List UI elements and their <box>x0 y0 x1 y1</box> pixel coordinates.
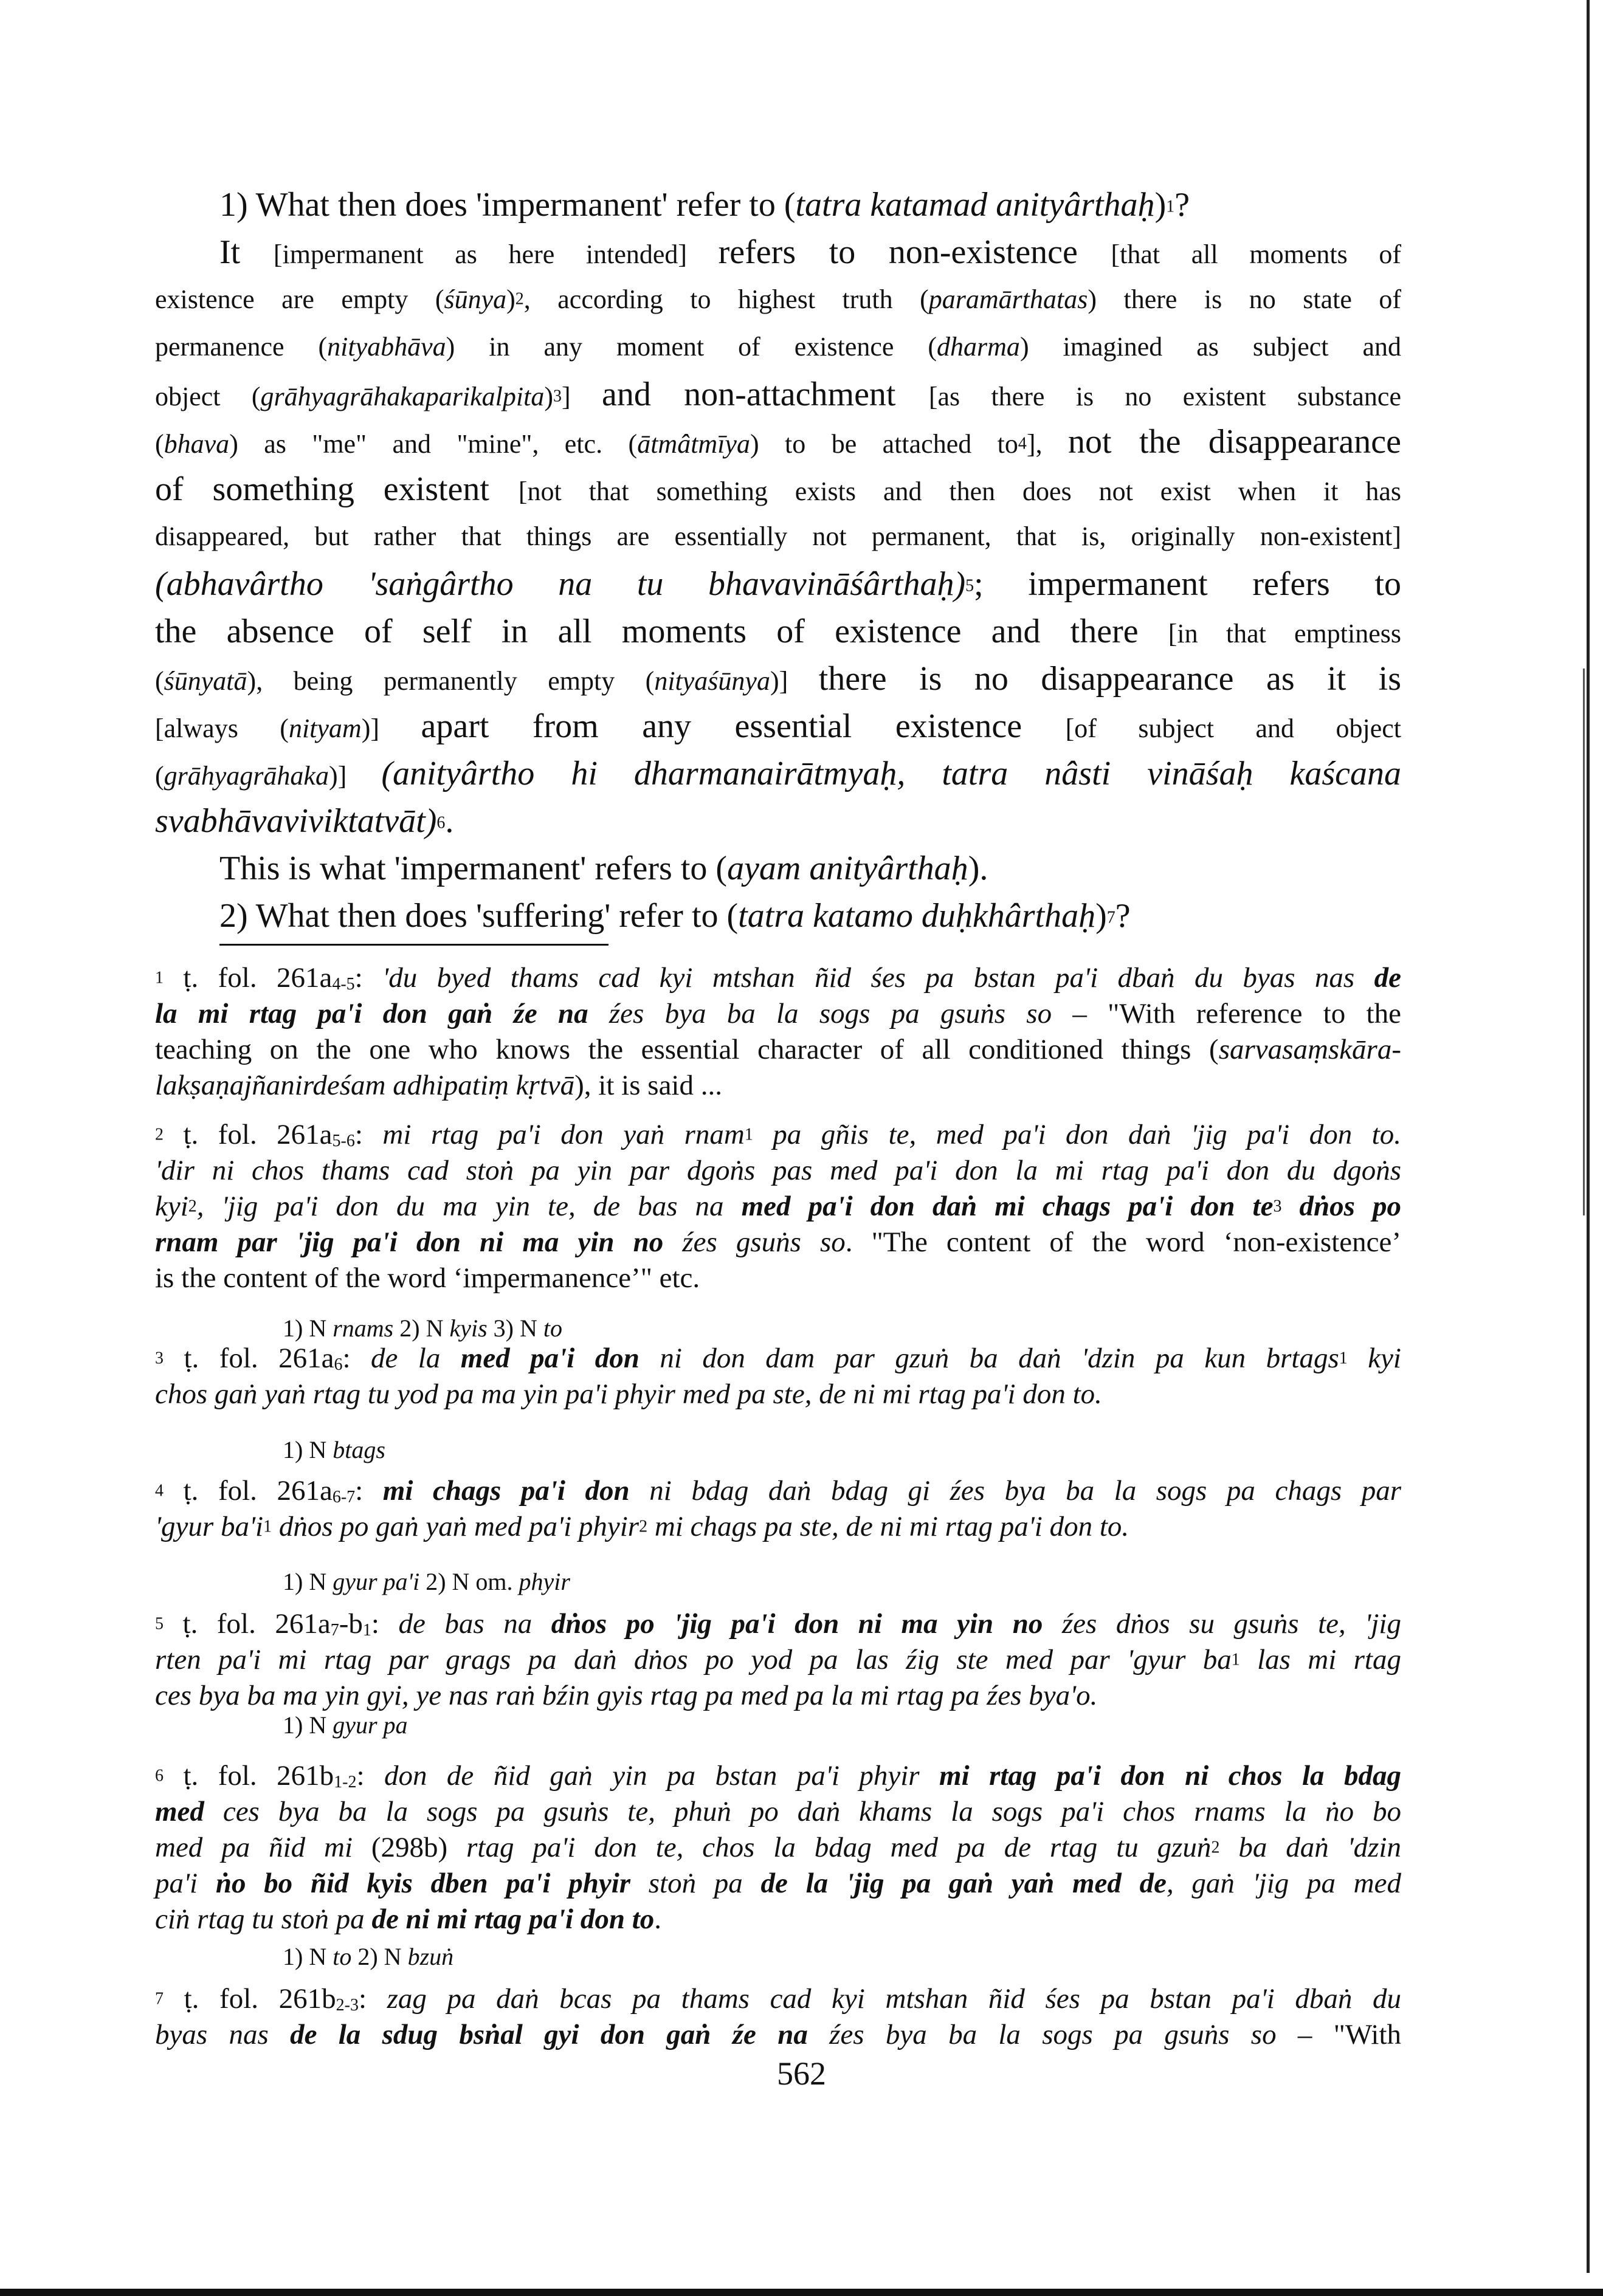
text-line <box>155 1830 1401 1866</box>
subscript: 2-3 <box>336 1996 359 2015</box>
superscript: 5 <box>965 576 974 596</box>
text-run: ṭ. fol. 261a <box>164 962 333 994</box>
text-run: ṭ. fol. 261a <box>164 1608 331 1640</box>
text-run: grāhyagrāhakaparikalpita <box>260 382 545 411</box>
text-line <box>155 1758 1401 1794</box>
variant-readings <box>283 1313 1377 1344</box>
superscript: 6 <box>436 813 446 833</box>
text-line <box>155 1902 1401 1937</box>
text-run: bhava <box>164 429 230 459</box>
text-run: paramārthatas <box>928 284 1088 314</box>
text-run: : <box>354 962 383 994</box>
text-run: 2) N om. <box>419 1568 519 1595</box>
text-run: źes gsuṅs so <box>663 1226 846 1258</box>
superscript: 3 <box>155 1349 164 1368</box>
superscript: 1 <box>744 1125 753 1144</box>
text-run: ṅo bo ñid kyis dben pa'i phyir <box>215 1868 631 1899</box>
text-run: rnams <box>333 1315 394 1342</box>
text-line <box>155 608 1401 655</box>
footnote-5 <box>155 1606 1401 1714</box>
text-run: is the content of the word ‘impermanence’" etc. <box>155 1262 700 1294</box>
text-run: 1) N <box>283 1436 333 1463</box>
text-run: 3) N <box>487 1315 543 1342</box>
text-run: 'du byed thams cad kyi mtshan ñid śes pa bstan pa'i dbaṅ du byas nas <box>382 962 1374 994</box>
text-run: phyir <box>519 1568 570 1595</box>
text-run: don de ñid gaṅ yin pa bstan pa'i phyir <box>384 1760 940 1792</box>
text-run: dṅos po gaṅ yaṅ med pa'i phyir <box>272 1511 639 1542</box>
text-run: tatra katamad anityârthaḥ <box>795 186 1155 224</box>
text-line <box>155 513 1401 560</box>
text-run: ) there is no state of <box>1088 284 1401 314</box>
text-run: : <box>355 1475 383 1507</box>
footnote-7 <box>155 1981 1401 2053</box>
text-run: [impermanent as here intended] <box>273 239 719 269</box>
text-run: rten pa'i mi rtag par grags pa daṅ dṅos po yod pa las źig ste med par 'gyur ba <box>155 1644 1232 1676</box>
text-run: : <box>371 1608 399 1640</box>
scan-bottom-edge <box>0 2289 1603 2296</box>
text-line <box>155 1032 1401 1068</box>
text-line <box>155 1678 1401 1714</box>
text-run: 'dir ni chos thams cad stoṅ pa yin par dgoṅs pas med pa'i don la mi rtag pa'i don du dgoṅs <box>155 1155 1401 1186</box>
text-run: ) <box>1154 186 1167 224</box>
text-run: med <box>155 1796 204 1827</box>
text-run: ). <box>968 850 988 887</box>
text-run: [that all moments of <box>1111 239 1401 269</box>
superscript: 2 <box>155 1125 164 1144</box>
text-run: śūnya <box>444 284 507 314</box>
text-run: ), it is said ... <box>574 1070 722 1101</box>
text-run: object ( <box>155 382 261 411</box>
text-line <box>155 1794 1401 1830</box>
text-run: de bas na <box>398 1608 551 1640</box>
text-line <box>155 229 1401 276</box>
text-run: )] <box>770 666 819 696</box>
text-line <box>155 1509 1401 1545</box>
text-line <box>155 960 1401 996</box>
text-run: chos gaṅ yaṅ rtag tu yod pa ma yin pa'i phyir med pa ste, de ni mi rtag pa'i don to. <box>155 1378 1102 1410</box>
superscript: 4 <box>155 1481 164 1500</box>
footnote-6 <box>155 1758 1401 1937</box>
text-run: ) imagined as subject and <box>1019 332 1401 362</box>
text-run: pa'i <box>155 1868 216 1899</box>
subscript: 1 <box>362 1621 371 1640</box>
superscript: 2 <box>515 289 524 309</box>
text-line <box>155 276 1401 323</box>
footnote-1 <box>155 960 1401 1104</box>
text-run: ba daṅ 'dzin <box>1219 1832 1401 1863</box>
text-run: stoṅ pa <box>630 1868 761 1899</box>
text-run: ] <box>562 382 602 411</box>
text-line <box>155 1341 1401 1377</box>
text-run: ) in any moment of existence ( <box>446 332 937 362</box>
text-line <box>155 323 1401 371</box>
text-run: ( <box>155 429 164 459</box>
text-run: existence are empty ( <box>155 284 444 314</box>
text-run: lakṣaṇajñanirdeśam adhipatiṃ kṛtvā <box>155 1070 575 1101</box>
superscript: 1 <box>1231 1650 1240 1669</box>
superscript: 2 <box>639 1517 648 1536</box>
text-run: ṭ. fol. 261a <box>164 1475 333 1507</box>
text-run: ṭ. fol. 261a <box>164 1119 333 1150</box>
text-run: tatra katamo duḥkhârthaḥ <box>738 897 1096 935</box>
text-run: bzuṅ <box>407 1943 454 1970</box>
text-run: . "The content of the word ‘non-existence’ <box>845 1226 1401 1258</box>
text-line <box>155 1117 1401 1153</box>
text-run: grāhyagrāhaka <box>164 761 329 791</box>
superscript: 3 <box>553 387 562 406</box>
text-run: ) as "me" and "mine", etc. ( <box>229 429 638 459</box>
text-line <box>155 1981 1401 2017</box>
text-run: ni bdag daṅ bdag gi źes bya ba la sogs pa chags par <box>629 1475 1401 1507</box>
variant-readings <box>283 1942 1377 1972</box>
text-run: ) <box>1095 897 1107 935</box>
superscript: 2 <box>1211 1838 1220 1857</box>
text-line <box>155 750 1401 797</box>
text-run: las mi rtag <box>1239 1644 1401 1676</box>
superscript: 7 <box>1106 908 1115 927</box>
text-run: refers to non-existence <box>718 233 1111 271</box>
text-run: disappeared, but rather that things are essentially not permanent, that is, originally non-existent] <box>155 521 1401 551</box>
page-number: 562 <box>777 2055 826 2092</box>
text-line <box>155 371 1401 418</box>
text-run: )] <box>328 761 382 791</box>
text-run: źes dṅos su gsuṅs te, 'jig <box>1043 1608 1401 1640</box>
text-run: de la sdug bsṅal gyi don gaṅ źe na <box>290 2019 808 2050</box>
text-run: [in that emptiness <box>1168 619 1401 648</box>
text-run: 1) N <box>283 1943 333 1970</box>
subscript: 5-6 <box>332 1132 355 1151</box>
text-run: 2) N <box>393 1315 450 1342</box>
text-run: – "With reference to the <box>1052 998 1401 1029</box>
text-line <box>155 703 1401 750</box>
text-run: kyis <box>449 1315 488 1342</box>
text-run: 2) What then does 'suffering' refer to ( <box>219 897 739 935</box>
text-run: , 'jig pa'i don du ma yin te, de bas na <box>196 1191 742 1222</box>
text-run: . <box>445 802 454 840</box>
text-run: teaching on the one who knows the essential character of all conditioned things ( <box>155 1034 1219 1065</box>
subscript: 1-2 <box>334 1773 357 1792</box>
text-run: kyi <box>1347 1342 1401 1374</box>
text-run: mi chags pa'i don <box>382 1475 630 1507</box>
text-run: . <box>654 1903 662 1935</box>
superscript: 1 <box>155 968 164 988</box>
text-run: (abhavârtho 'saṅgârtho na tu bhavavināśârthaḥ) <box>155 565 966 603</box>
text-run: (298b) <box>371 1832 448 1863</box>
text-run: med pa'i don <box>460 1342 639 1374</box>
text-run: btags <box>333 1436 385 1463</box>
text-run: of something existent <box>155 470 519 508</box>
text-line <box>155 1866 1401 1902</box>
text-run: : <box>342 1342 371 1374</box>
text-line <box>155 892 1401 940</box>
variant-readings <box>283 1710 1377 1741</box>
text-run: sarvasaṃskāra- <box>1218 1034 1401 1065</box>
text-run: ( <box>155 761 164 791</box>
text-run: ṭ. fol. 261a <box>164 1342 334 1374</box>
text-line <box>155 845 1401 892</box>
text-line <box>155 466 1401 513</box>
text-run: This is what 'impermanent' refers to ( <box>219 850 728 887</box>
text-line <box>155 1189 1401 1225</box>
text-run: med pa'i don daṅ mi chags pa'i don te <box>741 1191 1274 1222</box>
text-run: ces bya ba ma yin gyi, ye nas raṅ bźin gyis rtag pa med pa la mi rtag pa źes bya'o. <box>155 1680 1098 1711</box>
text-run: byas nas <box>155 2019 291 2050</box>
text-run: la mi rtag pa'i don gaṅ źe na <box>155 998 588 1029</box>
text-run: , according to highest truth ( <box>523 284 929 314</box>
text-run: : <box>354 1119 383 1150</box>
text-line <box>155 996 1401 1032</box>
superscript: 1 <box>1166 197 1175 216</box>
superscript: 7 <box>155 1989 164 2009</box>
text-line <box>155 655 1401 703</box>
scan-edge-line <box>1587 0 1590 2273</box>
subscript: 6-7 <box>332 1488 356 1507</box>
superscript: 6 <box>155 1766 164 1786</box>
text-run: 'gyur ba'i <box>155 1511 264 1542</box>
text-run: dṅos po 'jig pa'i don ni ma yin no <box>551 1608 1043 1640</box>
text-line <box>155 1606 1401 1642</box>
text-run: to <box>543 1315 562 1342</box>
text-run: źes bya ba la sogs pa gsuṅs so <box>807 2019 1277 2050</box>
text-line <box>155 1068 1401 1104</box>
text-run: mi rtag pa'i don ni chos la bdag <box>939 1760 1401 1792</box>
text-run: to <box>333 1943 352 1970</box>
text-run: gyur pa'i <box>333 1568 420 1595</box>
text-run: med pa ñid mi <box>155 1832 371 1863</box>
text-line <box>155 1225 1401 1260</box>
text-run: ? <box>1174 186 1190 224</box>
text-run: ) to be attached to <box>750 429 1018 459</box>
text-run: nityabhāva <box>327 332 446 362</box>
superscript: 1 <box>1339 1349 1348 1368</box>
text-run: ), being permanently empty ( <box>247 666 655 696</box>
text-run: dṅos po <box>1281 1191 1401 1222</box>
subscript: 4-5 <box>332 975 355 994</box>
text-run: )] <box>361 713 421 743</box>
text-line <box>155 797 1401 845</box>
variant-readings <box>283 1567 1377 1597</box>
superscript: 5 <box>155 1614 164 1634</box>
text-run: ayam anityârthaḥ <box>727 850 968 887</box>
text-run: mi rtag pa'i don yaṅ rnam <box>382 1119 745 1150</box>
text-run: svabhāvaviviktatvāt) <box>155 802 437 840</box>
text-run: : <box>358 1983 387 2015</box>
text-run: – "With <box>1276 2019 1402 2050</box>
superscript: 3 <box>1273 1197 1282 1216</box>
text-line <box>155 560 1401 608</box>
text-run: ni don dam par gzuṅ ba daṅ 'dzin pa kun brtags <box>639 1342 1339 1374</box>
text-run: de <box>1374 962 1401 994</box>
text-run: rnam par 'jig pa'i don ni ma yin no <box>155 1226 664 1258</box>
text-line <box>155 181 1401 229</box>
text-run: ], <box>1026 429 1069 459</box>
text-run: nityaśūnya <box>654 666 770 696</box>
text-run: and non-attachment <box>602 376 929 413</box>
text-line <box>155 1473 1401 1509</box>
text-run: ( <box>155 666 164 696</box>
superscript: 4 <box>1018 434 1027 453</box>
text-run: ? <box>1115 897 1131 935</box>
text-run: kyi <box>155 1191 188 1222</box>
text-run: 1) What then does 'impermanent' refer to ( <box>219 186 796 224</box>
text-run: zag pa daṅ bcas pa thams cad kyi mtshan ñid śes pa bstan pa'i dbaṅ du <box>387 1983 1402 2015</box>
text-run: 1) N <box>283 1315 333 1342</box>
text-line <box>155 1260 1401 1296</box>
text-run: there is no disappearance as it is <box>818 660 1401 698</box>
text-run: not the disappearance <box>1068 423 1402 461</box>
text-run: mi chags pa ste, de ni mi rtag pa'i don to. <box>647 1511 1129 1542</box>
scan-edge-shadow <box>1583 669 1585 1215</box>
text-run: de la <box>370 1342 461 1374</box>
text-line <box>155 2017 1401 2053</box>
subscript: 7 <box>330 1621 339 1640</box>
superscript: 2 <box>188 1197 197 1216</box>
text-run: It <box>219 233 274 271</box>
text-run: nityam <box>288 713 362 743</box>
text-line <box>155 418 1401 466</box>
footnote-2 <box>155 1117 1401 1296</box>
text-run: apart from any essential existence <box>421 707 1066 745</box>
main-text <box>155 181 1401 940</box>
text-run: ) <box>544 382 554 411</box>
subscript: 6 <box>334 1355 343 1375</box>
footnote-separator <box>219 944 608 946</box>
text-run: ) <box>506 284 515 314</box>
superscript: 1 <box>263 1517 272 1536</box>
text-run: rtag pa'i don te, chos la bdag med pa de rtag tu gzuṅ <box>447 1832 1212 1863</box>
text-run: ciṅ rtag tu stoṅ pa <box>155 1903 372 1935</box>
text-run: de la 'jig pa gaṅ yaṅ med de <box>760 1868 1167 1899</box>
text-run: gyur pa <box>333 1711 408 1739</box>
text-line <box>155 1642 1401 1678</box>
text-run: dharma <box>937 332 1020 362</box>
text-run: 1) N <box>283 1711 333 1739</box>
text-run: , gaṅ 'jig pa med <box>1166 1868 1401 1899</box>
text-run: de ni mi rtag pa'i don to <box>371 1903 655 1935</box>
text-run: (anityârtho hi dharmanairātmyaḥ, tatra nâsti vināśaḥ kaścana <box>381 755 1401 792</box>
text-run: [as there is no existent substance <box>928 382 1401 411</box>
text-line <box>155 1377 1401 1412</box>
text-run: [not that something exists and then does not exist when it has <box>518 476 1401 506</box>
text-run: ṭ. fol. 261b <box>164 1983 336 2015</box>
text-run: śūnyatā <box>164 666 247 696</box>
footnote-4 <box>155 1473 1401 1545</box>
text-run: the absence of self in all moments of existence and there <box>155 613 1168 650</box>
text-run: ātmâtmīya <box>637 429 750 459</box>
variant-readings <box>283 1435 1377 1465</box>
text-run: 1) N <box>283 1568 333 1595</box>
footnote-3 <box>155 1341 1401 1412</box>
text-run: [always ( <box>155 713 289 743</box>
text-run: źes bya ba la sogs pa gsuṅs so <box>588 998 1052 1029</box>
text-run: -b <box>339 1608 363 1640</box>
text-run: ; impermanent refers to <box>974 565 1401 603</box>
text-run: pa gñis te, med pa'i don daṅ 'jig pa'i don to. <box>753 1119 1401 1150</box>
text-run: permanence ( <box>155 332 328 362</box>
text-run: ṭ. fol. 261b <box>164 1760 334 1792</box>
text-run: : <box>356 1760 384 1792</box>
text-run: [of subject and object <box>1065 713 1401 743</box>
text-line <box>155 1153 1401 1189</box>
text-run: ces bya ba la sogs pa gsuṅs te, phuṅ po daṅ khams la sogs pa'i chos rnams la ṅo bo <box>204 1796 1401 1827</box>
text-run: 2) N <box>351 1943 408 1970</box>
